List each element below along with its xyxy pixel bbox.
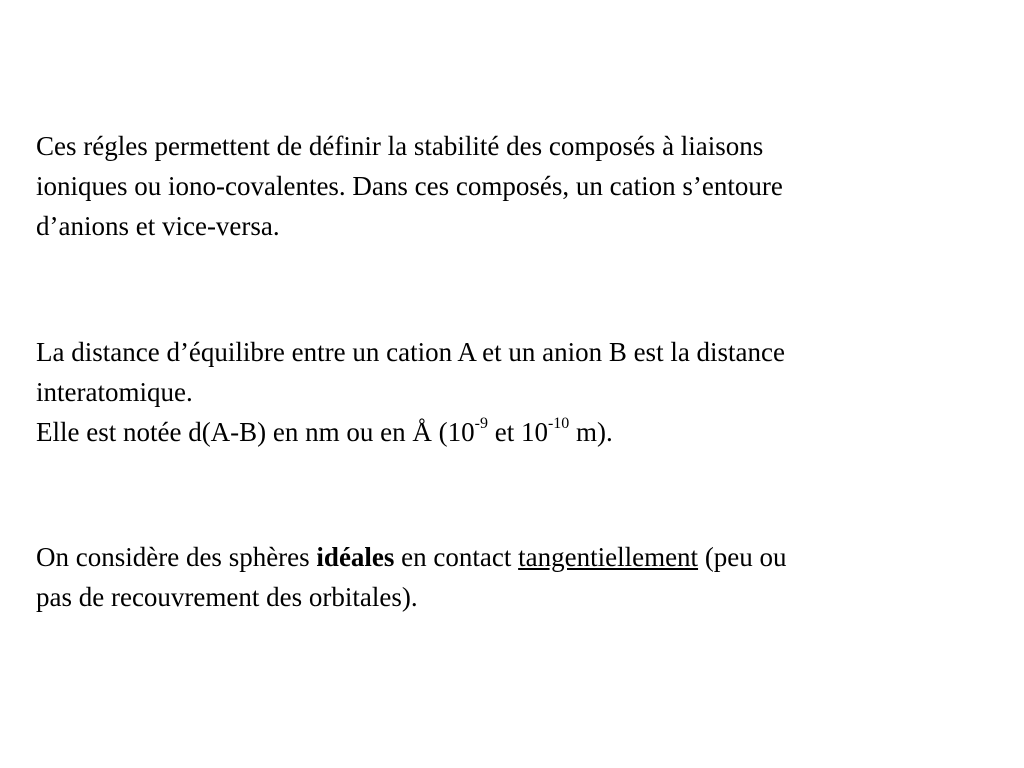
paragraph2-line1: La distance d’équilibre entre un cation A et un anion B est la distance [36, 337, 786, 367]
paragraph1-line2: ioniques ou iono-covalentes. Dans ces composés, un cation s’entoure [36, 171, 783, 201]
paragraph1-line1: Ces régles permettent de définir la stabilité des composés à liaisons [36, 131, 764, 161]
peu-ou-text: (peu ou [698, 542, 787, 572]
contact-text: en contact [394, 542, 519, 572]
notation-text: Elle est notée d(A-B) en nm ou en Å (10 [36, 417, 475, 447]
notation-text-and: et 10 [487, 417, 548, 447]
paragraph3-line2: pas de recouvrement des orbitales). [36, 582, 418, 612]
spheres-text: On considère des sphères [36, 542, 317, 572]
ideales-bold-text: idéales [316, 542, 395, 572]
paragraph-stability-rules [36, 126, 996, 246]
notation-text-unit: m). [569, 417, 613, 447]
paragraph-ideal-spheres [36, 537, 996, 617]
paragraph2-line3 [36, 412, 996, 452]
paragraph3-line1 [36, 537, 996, 577]
exponent-nm: -9 [474, 415, 488, 432]
paragraph1-line3: d’anions et vice-versa. [36, 211, 280, 241]
exponent-angstrom: -10 [547, 415, 570, 432]
paragraph2-line2: interatomique. [36, 377, 193, 407]
tangentiellement-underlined-text: tangentiellement [518, 542, 699, 572]
paragraph-interatomic-distance [36, 332, 996, 452]
